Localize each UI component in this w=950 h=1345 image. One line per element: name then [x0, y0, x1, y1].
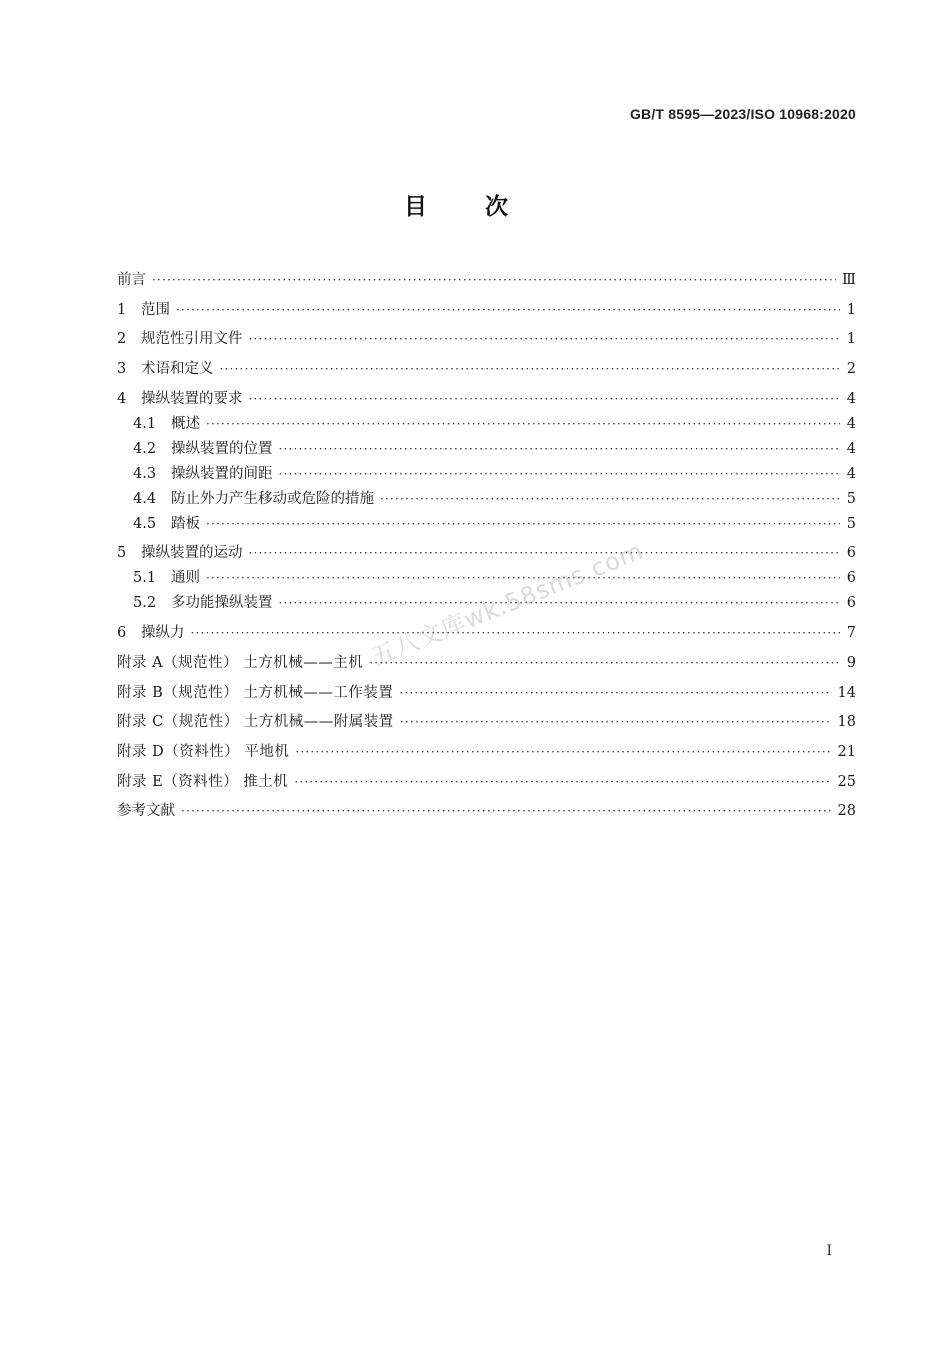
toc-page: 9: [846, 654, 856, 671]
toc-label: 附录 C（规范性） 土方机械——附属装置: [117, 714, 394, 731]
toc-leader: [249, 541, 841, 566]
toc-entry-5-1[interactable]: [117, 566, 856, 591]
standard-code: GB/T 8595—2023/ISO 10968:2020: [629, 106, 856, 122]
toc-label: 通则: [171, 570, 200, 587]
toc-leader: [295, 740, 831, 765]
toc-entry-4-1[interactable]: [117, 412, 856, 437]
toc-leader: [191, 621, 841, 646]
toc-leader: [279, 437, 841, 462]
toc-label: 附录 B（规范性） 土方机械——工作装置: [117, 684, 394, 701]
toc-page: Ⅲ: [842, 272, 856, 288]
toc-number: 3: [117, 361, 127, 378]
toc-entry-4-5[interactable]: [117, 512, 856, 537]
toc-number: 5.1: [133, 570, 157, 587]
toc-number: 2: [117, 331, 127, 348]
toc-leader: [249, 387, 841, 412]
toc-leader: [220, 357, 841, 382]
toc-number: 4.5: [133, 515, 157, 532]
toc-entry-appendix-d[interactable]: [117, 740, 856, 765]
toc-entry-bibliography[interactable]: [117, 799, 856, 824]
toc-label: 附录 D（资料性） 平地机: [117, 743, 290, 760]
toc-label: 规范性引用文件: [141, 331, 243, 348]
toc-number: 4.3: [133, 465, 157, 482]
toc-number: 4.2: [133, 440, 157, 457]
toc-number: 4.4: [133, 490, 157, 507]
toc-page: 28: [837, 803, 856, 820]
toc-leader: [279, 462, 841, 487]
toc-leader: [206, 512, 840, 537]
toc-label: 前言: [117, 272, 146, 288]
toc-leader: [176, 298, 840, 323]
table-of-contents: [117, 268, 856, 824]
toc-leader: [181, 799, 832, 824]
toc-number: 4.1: [133, 415, 157, 432]
toc-page: 5: [846, 490, 856, 507]
toc-page: 4: [846, 465, 856, 482]
toc-leader: [369, 651, 840, 676]
toc-label: 参考文献: [117, 803, 175, 820]
toc-entry-2[interactable]: [117, 327, 856, 352]
toc-label: 多功能操纵装置: [171, 595, 273, 612]
toc-page: 4: [846, 440, 856, 457]
toc-entry-appendix-c[interactable]: [117, 710, 856, 735]
toc-label: 操纵装置的位置: [171, 440, 273, 457]
toc-entry-foreword[interactable]: [117, 268, 856, 293]
toc-label: 操纵装置的间距: [171, 465, 273, 482]
toc-leader: [249, 327, 841, 352]
toc-number: 6: [117, 625, 127, 642]
toc-page: 6: [846, 545, 856, 562]
toc-page: 1: [846, 301, 856, 318]
page-title: 目次: [404, 194, 566, 220]
toc-label: 操纵装置的运动: [141, 545, 243, 562]
toc-entry-appendix-b[interactable]: [117, 681, 856, 706]
toc-page: 5: [846, 515, 856, 532]
toc-entry-1[interactable]: [117, 298, 856, 323]
toc-leader: [294, 770, 831, 795]
toc-number: 4: [117, 390, 127, 407]
toc-entry-4[interactable]: [117, 387, 856, 412]
toc-entry-5[interactable]: [117, 541, 856, 566]
toc-entry-appendix-a[interactable]: [117, 651, 856, 676]
toc-page: 7: [846, 625, 856, 642]
toc-label: 操纵力: [141, 625, 185, 642]
toc-number: 1: [117, 301, 127, 318]
toc-page: 14: [837, 684, 856, 701]
toc-page: 1: [846, 331, 856, 348]
toc-leader: [152, 268, 836, 293]
toc-leader: [400, 710, 832, 735]
toc-page: 18: [837, 714, 856, 731]
toc-page: 4: [846, 415, 856, 432]
toc-label: 范围: [141, 301, 170, 318]
watermark: 五八文库wk.58sms.com: [367, 536, 648, 672]
toc-label: 术语和定义: [141, 361, 214, 378]
toc-entry-4-4[interactable]: [117, 487, 856, 512]
toc-entry-3[interactable]: [117, 357, 856, 382]
toc-label: 防止外力产生移动或危险的措施: [171, 490, 374, 507]
toc-number: 5: [117, 545, 127, 562]
toc-leader: [380, 487, 840, 512]
toc-page: 2: [846, 361, 856, 378]
toc-label: 附录 E（资料性） 推土机: [117, 773, 289, 790]
toc-page: 25: [837, 773, 856, 790]
toc-label: 操纵装置的要求: [141, 390, 243, 407]
toc-page: 21: [837, 743, 856, 760]
toc-entry-4-2[interactable]: [117, 437, 856, 462]
toc-label: 概述: [171, 415, 200, 432]
toc-leader: [206, 412, 840, 437]
toc-label: 附录 A（规范性） 土方机械——主机: [117, 654, 364, 671]
toc-leader: [399, 681, 831, 706]
footer-page-number: I: [826, 1243, 832, 1259]
toc-page: 6: [846, 570, 856, 587]
toc-page: 6: [846, 595, 856, 612]
toc-number: 5.2: [133, 595, 157, 612]
toc-label: 踏板: [171, 515, 200, 532]
toc-entry-4-3[interactable]: [117, 462, 856, 487]
toc-entry-appendix-e[interactable]: [117, 770, 856, 795]
toc-page: 4: [846, 390, 856, 407]
